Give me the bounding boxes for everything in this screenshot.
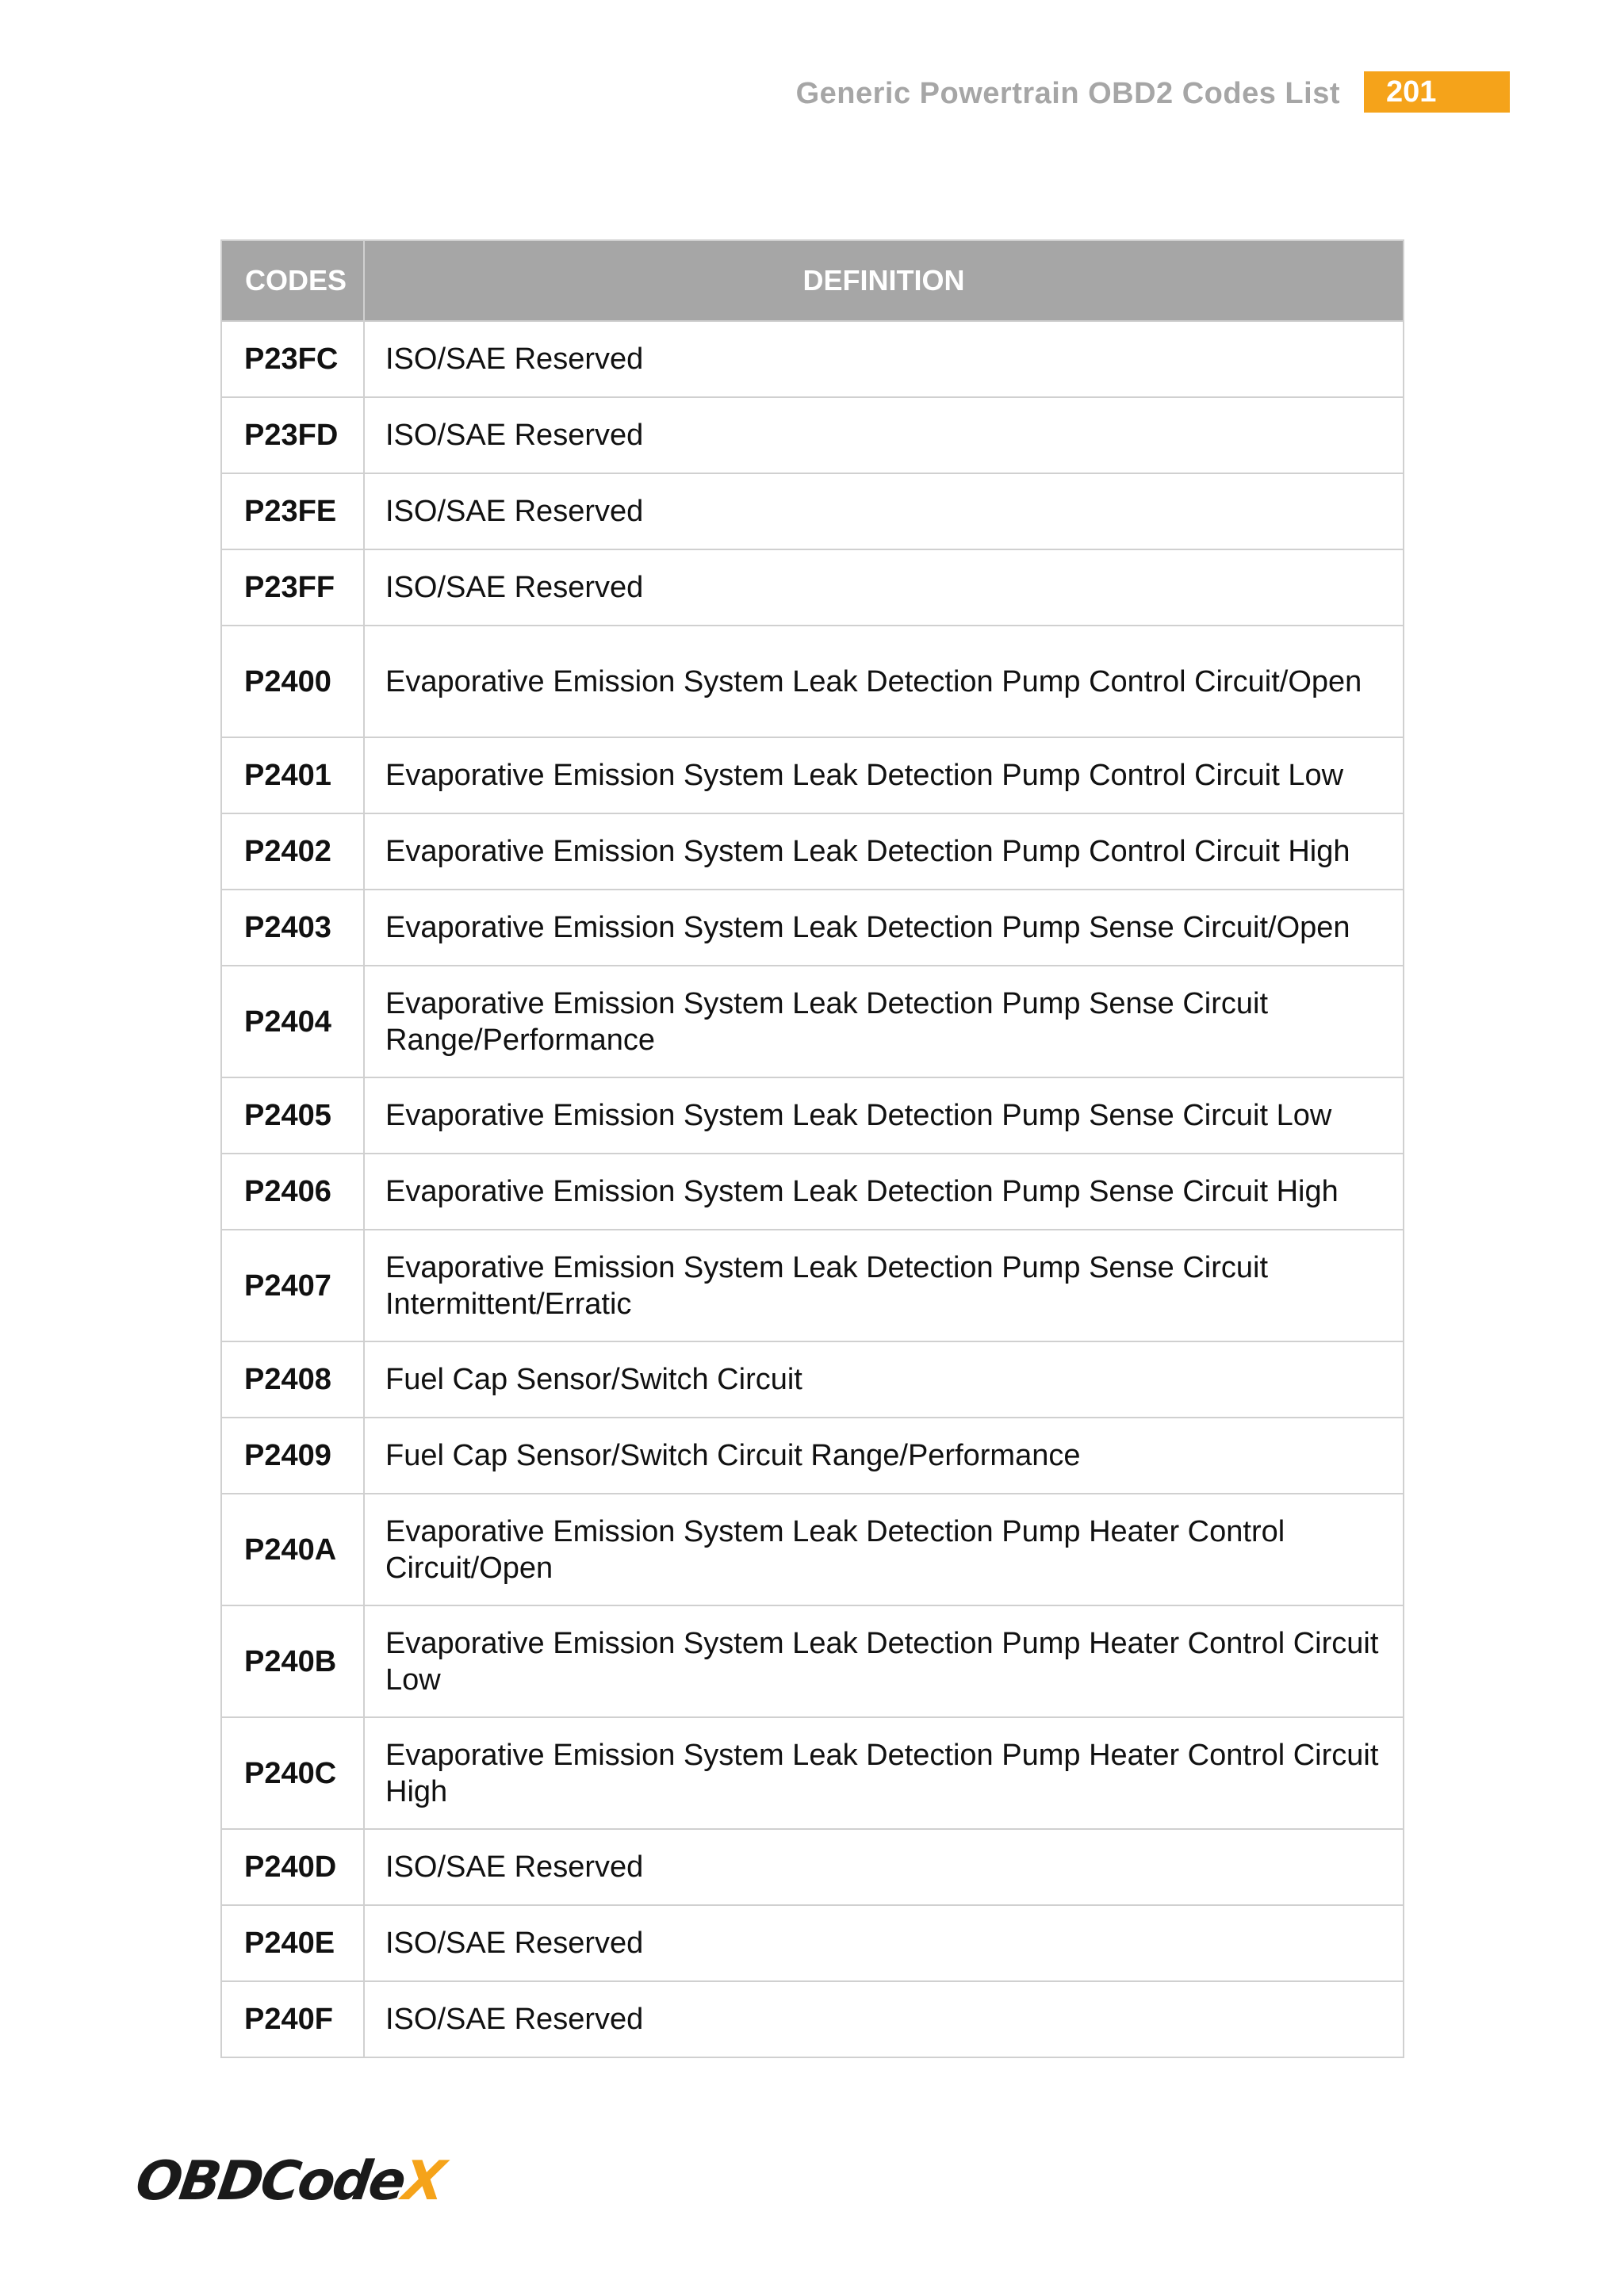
code-cell: P2404 bbox=[221, 966, 364, 1077]
definition-cell: Fuel Cap Sensor/Switch Circuit Range/Performance bbox=[364, 1418, 1404, 1494]
document-title: Generic Powertrain OBD2 Codes List bbox=[795, 77, 1340, 110]
code-cell: P2405 bbox=[221, 1077, 364, 1154]
table-row bbox=[221, 321, 1404, 397]
code-cell: P23FE bbox=[221, 473, 364, 549]
code-cell: P2406 bbox=[221, 1154, 364, 1230]
code-cell: P2400 bbox=[221, 626, 364, 737]
table-row bbox=[221, 737, 1404, 813]
definition-cell: Evaporative Emission System Leak Detection Pump Sense Circuit/Open bbox=[364, 890, 1404, 966]
table-row bbox=[221, 813, 1404, 890]
definition-cell: Evaporative Emission System Leak Detection Pump Sense Circuit Range/Performance bbox=[364, 966, 1404, 1077]
definition-cell: Evaporative Emission System Leak Detection Pump Sense Circuit Low bbox=[364, 1077, 1404, 1154]
definition-cell: Evaporative Emission System Leak Detection Pump Sense Circuit High bbox=[364, 1154, 1404, 1230]
table-row bbox=[221, 626, 1404, 737]
table-row bbox=[221, 1418, 1404, 1494]
code-cell: P2407 bbox=[221, 1230, 364, 1341]
table-row bbox=[221, 1154, 1404, 1230]
table-row bbox=[221, 1981, 1404, 2057]
definition-cell: ISO/SAE Reserved bbox=[364, 1829, 1404, 1905]
code-cell: P240F bbox=[221, 1981, 364, 2057]
code-cell: P240C bbox=[221, 1717, 364, 1829]
definition-cell: Evaporative Emission System Leak Detection Pump Control Circuit Low bbox=[364, 737, 1404, 813]
table-row bbox=[221, 1077, 1404, 1154]
definition-cell: Evaporative Emission System Leak Detection Pump Heater Control Circuit/Open bbox=[364, 1494, 1404, 1605]
table-row bbox=[221, 1905, 1404, 1981]
code-cell: P2401 bbox=[221, 737, 364, 813]
table-row bbox=[221, 1829, 1404, 1905]
definition-cell: Evaporative Emission System Leak Detection Pump Sense Circuit Intermittent/Erratic bbox=[364, 1230, 1404, 1341]
code-cell: P2403 bbox=[221, 890, 364, 966]
code-cell: P2408 bbox=[221, 1341, 364, 1418]
code-cell: P2409 bbox=[221, 1418, 364, 1494]
codes-table bbox=[220, 239, 1404, 2058]
definition-cell: Evaporative Emission System Leak Detection Pump Heater Control Circuit Low bbox=[364, 1605, 1404, 1717]
table-row bbox=[221, 966, 1404, 1077]
definition-cell: Evaporative Emission System Leak Detection Pump Control Circuit High bbox=[364, 813, 1404, 890]
code-cell: P2402 bbox=[221, 813, 364, 890]
definition-cell: Evaporative Emission System Leak Detection Pump Control Circuit/Open bbox=[364, 626, 1404, 737]
code-cell: P240A bbox=[221, 1494, 364, 1605]
definition-cell: ISO/SAE Reserved bbox=[364, 1905, 1404, 1981]
definition-cell: ISO/SAE Reserved bbox=[364, 1981, 1404, 2057]
table-row bbox=[221, 890, 1404, 966]
table-header-row bbox=[221, 240, 1404, 321]
definition-cell: Evaporative Emission System Leak Detection Pump Heater Control Circuit High bbox=[364, 1717, 1404, 1829]
definition-cell: ISO/SAE Reserved bbox=[364, 321, 1404, 397]
logo-text-accent: X bbox=[399, 2150, 447, 2213]
code-cell: P240B bbox=[221, 1605, 364, 1717]
code-cell: P23FC bbox=[221, 321, 364, 397]
obdcodex-logo bbox=[132, 2150, 447, 2213]
definition-cell: ISO/SAE Reserved bbox=[364, 473, 1404, 549]
page-number-badge: 201 bbox=[1364, 71, 1510, 113]
table-row bbox=[221, 549, 1404, 626]
definition-cell: Fuel Cap Sensor/Switch Circuit bbox=[364, 1341, 1404, 1418]
logo-wordmark bbox=[132, 2150, 447, 2213]
definition-cell: ISO/SAE Reserved bbox=[364, 549, 1404, 626]
page-header bbox=[0, 71, 1624, 116]
table-row bbox=[221, 1341, 1404, 1418]
column-header-codes: CODES bbox=[221, 240, 364, 321]
code-cell: P23FD bbox=[221, 397, 364, 473]
code-cell: P240E bbox=[221, 1905, 364, 1981]
definition-cell: ISO/SAE Reserved bbox=[364, 397, 1404, 473]
table-row bbox=[221, 1494, 1404, 1605]
table-row bbox=[221, 1717, 1404, 1829]
table-row bbox=[221, 397, 1404, 473]
table-row bbox=[221, 1605, 1404, 1717]
logo-text-main: OBDCode bbox=[132, 2150, 408, 2213]
column-header-definition: DEFINITION bbox=[364, 240, 1404, 321]
table-row bbox=[221, 1230, 1404, 1341]
table-row bbox=[221, 473, 1404, 549]
code-cell: P23FF bbox=[221, 549, 364, 626]
code-cell: P240D bbox=[221, 1829, 364, 1905]
